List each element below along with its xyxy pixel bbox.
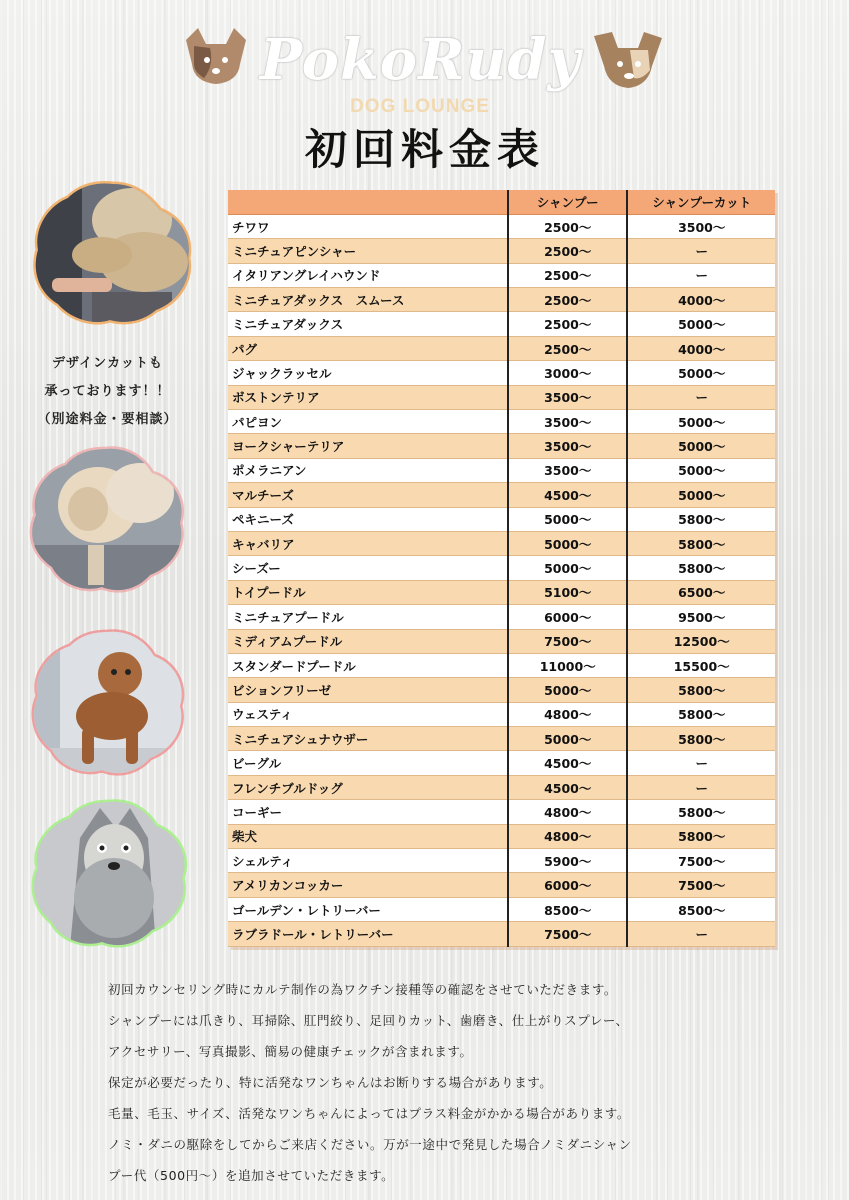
table-row (228, 361, 775, 385)
table-row (228, 458, 775, 482)
shampoo-price-cell: 2500〜 (508, 239, 627, 263)
breed-cell: マルチーズ (228, 483, 508, 507)
table-row (228, 629, 775, 653)
table-row (228, 849, 775, 873)
shampoo-price-cell: 5000〜 (508, 507, 627, 531)
note-line: （別途料金・要相談） (37, 412, 178, 427)
table-row (228, 800, 775, 824)
design-cut-note (20, 350, 195, 434)
shampoo-price-cell: 5000〜 (508, 556, 627, 580)
table-row (228, 263, 775, 287)
table-row (228, 239, 775, 263)
table-row (228, 434, 775, 458)
table-row (228, 336, 775, 360)
shampoo-price-cell: 2500〜 (508, 288, 627, 312)
shampoo-price-cell: 4500〜 (508, 483, 627, 507)
shampoo-cut-price-cell: 5800〜 (627, 727, 775, 751)
shampoo-price-cell: 3500〜 (508, 434, 627, 458)
table-row (228, 653, 775, 677)
shampoo-cut-price-cell: 7500〜 (627, 873, 775, 897)
breed-cell: スタンダードプードル (228, 653, 508, 677)
note-line: 初回カウンセリング時にカルテ制作の為ワクチン接種等の確認をさせていただきます。 (108, 982, 618, 997)
breed-cell: ゴールデン・レトリーバー (228, 897, 508, 921)
shampoo-price-cell: 7500〜 (508, 629, 627, 653)
shampoo-cut-price-cell: 9500〜 (627, 605, 775, 629)
shampoo-price-cell: 5900〜 (508, 849, 627, 873)
shampoo-cut-price-cell: 4000〜 (627, 288, 775, 312)
breed-cell: ミニチュアダックス (228, 312, 508, 336)
shampoo-price-cell: 4800〜 (508, 800, 627, 824)
breed-cell: ミニチュアピンシャー (228, 239, 508, 263)
notes (108, 974, 808, 1191)
breed-cell: ミニチュアプードル (228, 605, 508, 629)
note-line: デザインカットも (52, 356, 163, 371)
table-row (228, 531, 775, 555)
breed-cell: ボストンテリア (228, 385, 508, 409)
shampoo-cut-price-cell: ー (627, 239, 775, 263)
shampoo-price-cell: 4800〜 (508, 824, 627, 848)
shampoo-price-cell: 5000〜 (508, 531, 627, 555)
shampoo-price-cell: 3000〜 (508, 361, 627, 385)
dog-cut-photo (28, 445, 186, 595)
breed-cell: フレンチブルドッグ (228, 775, 508, 799)
header (0, 0, 849, 185)
shampoo-price-cell: 5000〜 (508, 727, 627, 751)
shampoo-cut-price-cell: 4000〜 (627, 336, 775, 360)
breed-cell: コーギー (228, 800, 508, 824)
table-header-row (228, 190, 775, 214)
breed-cell: トイプードル (228, 580, 508, 604)
table-row (228, 507, 775, 531)
dog-face-icon (590, 26, 665, 96)
table-row (228, 580, 775, 604)
note-line: 承っております！！ (44, 384, 171, 399)
toy-poodle-photo (30, 628, 186, 778)
shampoo-price-cell: 2500〜 (508, 336, 627, 360)
shampoo-cut-price-cell: ー (627, 263, 775, 287)
shampoo-cut-price-cell: 12500〜 (627, 629, 775, 653)
shampoo-price-cell: 6000〜 (508, 873, 627, 897)
note-line: シャンプーには爪きり、耳掃除、肛門絞り、足回りカット、歯磨き、仕上がりスプレー、 (108, 1013, 629, 1028)
header-shampoo-cut: シャンプーカット (627, 190, 775, 214)
shampoo-price-cell: 3500〜 (508, 410, 627, 434)
brand-name: PokoRudy (260, 27, 582, 93)
shampoo-cut-price-cell: 5800〜 (627, 824, 775, 848)
shampoo-cut-price-cell: 6500〜 (627, 580, 775, 604)
shampoo-price-cell: 7500〜 (508, 922, 627, 946)
table-row (228, 678, 775, 702)
shampoo-price-cell: 11000〜 (508, 653, 627, 677)
table-row (228, 751, 775, 775)
shampoo-price-cell: 6000〜 (508, 605, 627, 629)
table-row (228, 873, 775, 897)
shampoo-price-cell: 3500〜 (508, 458, 627, 482)
breed-cell: パピヨン (228, 410, 508, 434)
shampoo-cut-price-cell: 5800〜 (627, 800, 775, 824)
shampoo-price-cell: 4500〜 (508, 751, 627, 775)
shampoo-cut-price-cell: ー (627, 385, 775, 409)
breed-cell: ペキニーズ (228, 507, 508, 531)
table-row (228, 214, 775, 238)
table-row (228, 556, 775, 580)
shampoo-cut-price-cell: 5000〜 (627, 458, 775, 482)
wet-dog-photo (30, 798, 190, 948)
breed-cell: ヨークシャーテリア (228, 434, 508, 458)
shampoo-cut-price-cell: 3500〜 (627, 214, 775, 238)
breed-cell: ビーグル (228, 751, 508, 775)
shampoo-cut-price-cell: 5000〜 (627, 483, 775, 507)
note-line: アクセサリー、写真撮影、簡易の健康チェックが含まれます。 (108, 1044, 473, 1059)
breed-cell: ビションフリーゼ (228, 678, 508, 702)
table-row (228, 312, 775, 336)
header-breed (228, 190, 508, 214)
brand-logo (180, 18, 670, 123)
breed-cell: ジャックラッセル (228, 361, 508, 385)
breed-cell: ラブラドール・レトリーバー (228, 922, 508, 946)
shampoo-price-cell: 5100〜 (508, 580, 627, 604)
dog-grooming-photo (32, 180, 194, 325)
shampoo-price-cell: 2500〜 (508, 263, 627, 287)
table-row (228, 775, 775, 799)
shampoo-cut-price-cell: 15500〜 (627, 653, 775, 677)
breed-cell: ウェスティ (228, 702, 508, 726)
shampoo-cut-price-cell: 5000〜 (627, 312, 775, 336)
shampoo-price-cell: 3500〜 (508, 385, 627, 409)
shampoo-cut-price-cell: 5800〜 (627, 702, 775, 726)
price-table (228, 190, 775, 947)
shampoo-price-cell: 2500〜 (508, 312, 627, 336)
note-line: プー代（500円〜）を追加させていただきます。 (108, 1168, 395, 1183)
shampoo-cut-price-cell: 7500〜 (627, 849, 775, 873)
table-row (228, 897, 775, 921)
shampoo-cut-price-cell: 5800〜 (627, 678, 775, 702)
price-table-body (228, 214, 775, 946)
table-row (228, 385, 775, 409)
breed-cell: パグ (228, 336, 508, 360)
breed-cell: イタリアングレイハウンド (228, 263, 508, 287)
table-row (228, 605, 775, 629)
table-row (228, 483, 775, 507)
brand-subtitle: DOG LOUNGE (350, 96, 490, 117)
table-row (228, 727, 775, 751)
shampoo-cut-price-cell: 5800〜 (627, 556, 775, 580)
shampoo-price-cell: 8500〜 (508, 897, 627, 921)
table-row (228, 702, 775, 726)
breed-cell: チワワ (228, 214, 508, 238)
table-row (228, 410, 775, 434)
shampoo-price-cell: 5000〜 (508, 678, 627, 702)
note-line: 毛量、毛玉、サイズ、活発なワンちゃんによってはプラス料金がかかる場合があります。 (108, 1106, 631, 1121)
shampoo-cut-price-cell: 5800〜 (627, 507, 775, 531)
breed-cell: ミニチュアシュナウザー (228, 727, 508, 751)
breed-cell: キャバリア (228, 531, 508, 555)
shampoo-cut-price-cell: 5000〜 (627, 410, 775, 434)
page-title: 初回料金表 (304, 125, 545, 174)
shampoo-price-cell: 4800〜 (508, 702, 627, 726)
shampoo-cut-price-cell: 5800〜 (627, 531, 775, 555)
breed-cell: アメリカンコッカー (228, 873, 508, 897)
shampoo-price-cell: 4500〜 (508, 775, 627, 799)
shampoo-cut-price-cell: ー (627, 751, 775, 775)
shampoo-price-cell: 2500〜 (508, 214, 627, 238)
table-row (228, 824, 775, 848)
dog-face-icon (180, 26, 252, 88)
shampoo-cut-price-cell: 5000〜 (627, 434, 775, 458)
breed-cell: シーズー (228, 556, 508, 580)
shampoo-cut-price-cell: ー (627, 775, 775, 799)
breed-cell: ミディアムプードル (228, 629, 508, 653)
breed-cell: ポメラニアン (228, 458, 508, 482)
breed-cell: ミニチュアダックス スムース (228, 288, 508, 312)
note-line: 保定が必要だったり、特に活発なワンちゃんはお断りする場合があります。 (108, 1075, 553, 1090)
note-line: ノミ・ダニの駆除をしてからご来店ください。万が一途中で発見した場合ノミダニシャン (108, 1137, 632, 1152)
breed-cell: シェルティ (228, 849, 508, 873)
shampoo-cut-price-cell: ー (627, 922, 775, 946)
shampoo-cut-price-cell: 5000〜 (627, 361, 775, 385)
shampoo-cut-price-cell: 8500〜 (627, 897, 775, 921)
header-shampoo: シャンプー (508, 190, 627, 214)
breed-cell: 柴犬 (228, 824, 508, 848)
table-row (228, 922, 775, 946)
table-row (228, 288, 775, 312)
